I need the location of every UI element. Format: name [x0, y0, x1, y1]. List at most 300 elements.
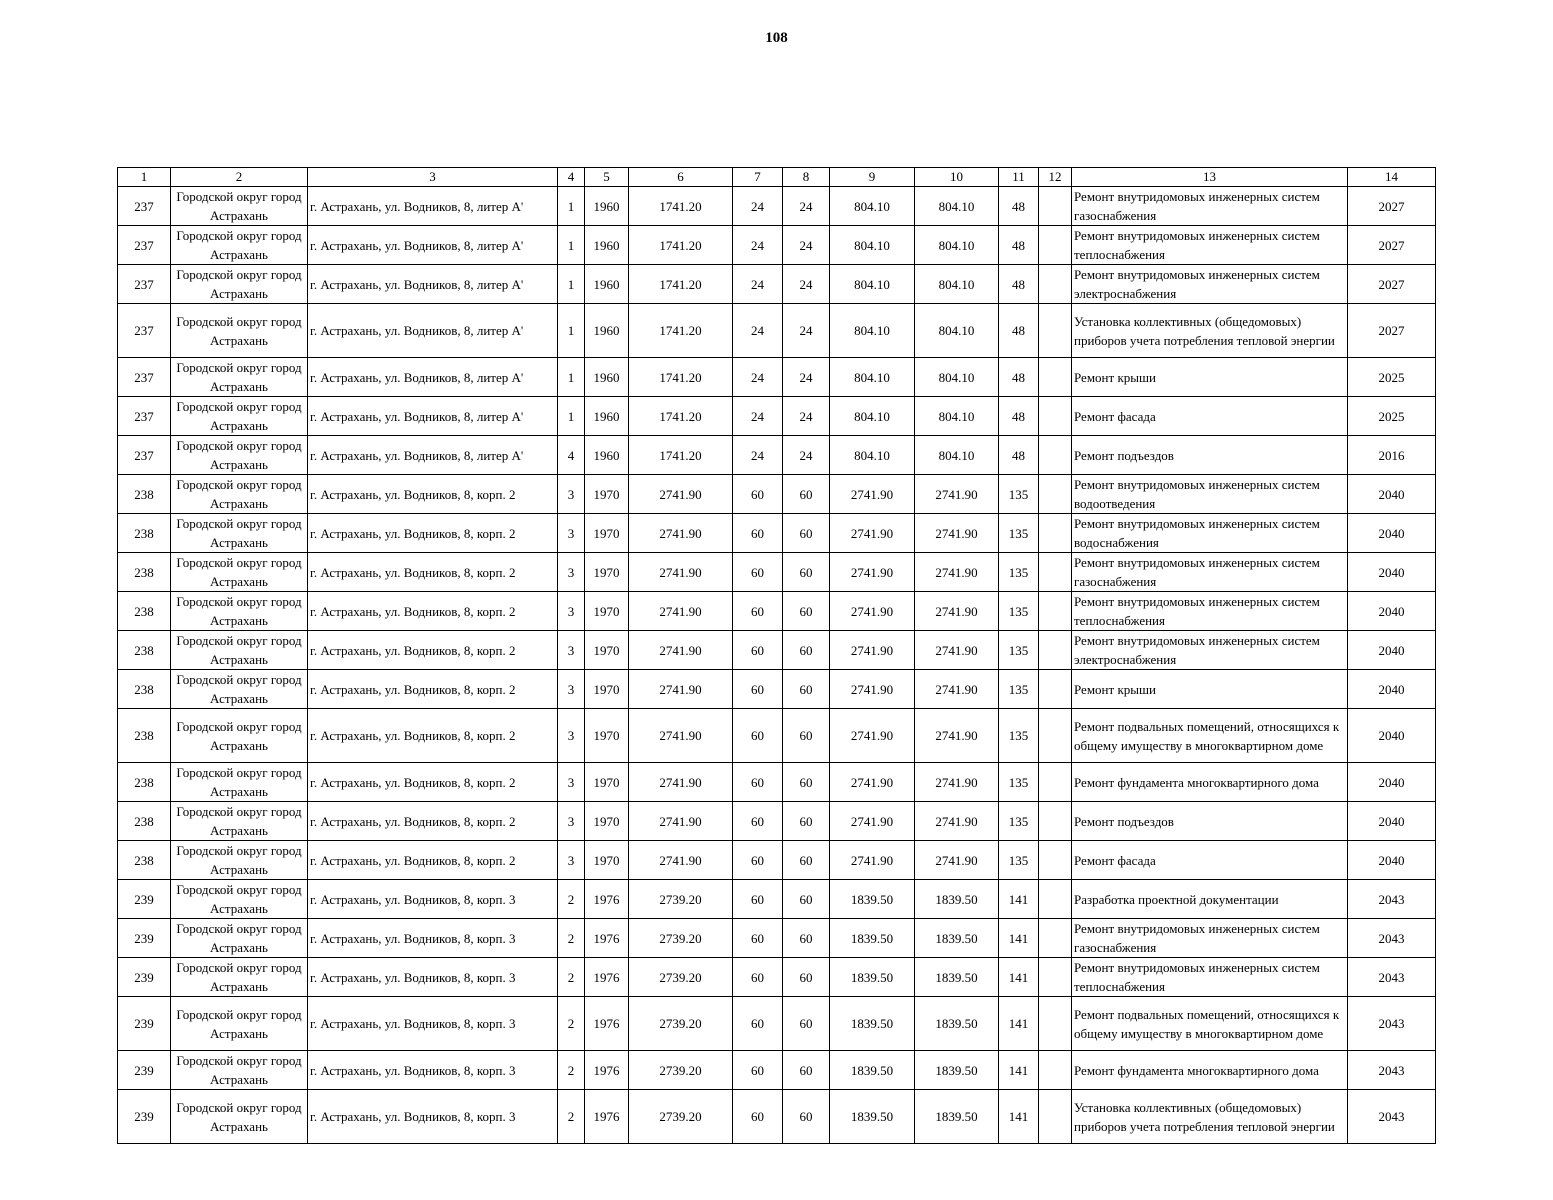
residents-cell: 135 [999, 670, 1039, 709]
planned-year-cell: 2040 [1348, 670, 1436, 709]
col12-cell [1039, 841, 1072, 880]
total-area-cell: 1741.20 [629, 187, 733, 226]
address-cell: г. Астрахань, ул. Водников, 8, корп. 2 [308, 631, 558, 670]
floors-cell: 3 [558, 670, 585, 709]
work-type-cell: Ремонт подъездов [1072, 802, 1348, 841]
col10-cell: 804.10 [915, 397, 999, 436]
col9-cell: 2741.90 [830, 553, 915, 592]
municipality-cell: Городской округ город Астрахань [171, 709, 308, 763]
municipality-cell: Городской округ город Астрахань [171, 1051, 308, 1090]
floors-cell: 3 [558, 553, 585, 592]
col8-cell: 60 [783, 919, 830, 958]
col12-cell [1039, 592, 1072, 631]
row-number-cell: 238 [118, 514, 171, 553]
municipality-cell: Городской округ город Астрахань [171, 304, 308, 358]
total-area-cell: 2741.90 [629, 841, 733, 880]
municipality-cell: Городской округ город Астрахань [171, 841, 308, 880]
floors-cell: 3 [558, 709, 585, 763]
row-number-cell: 239 [118, 1090, 171, 1144]
floors-cell: 1 [558, 358, 585, 397]
work-type-cell: Разработка проектной документации [1072, 880, 1348, 919]
col7-cell: 24 [733, 436, 783, 475]
row-number-cell: 238 [118, 592, 171, 631]
address-cell: г. Астрахань, ул. Водников, 8, корп. 2 [308, 709, 558, 763]
planned-year-cell: 2027 [1348, 226, 1436, 265]
col12-cell [1039, 709, 1072, 763]
residents-cell: 141 [999, 958, 1039, 997]
col7-cell: 60 [733, 1051, 783, 1090]
municipality-cell: Городской округ город Астрахань [171, 475, 308, 514]
total-area-cell: 2739.20 [629, 1051, 733, 1090]
total-area-cell: 1741.20 [629, 397, 733, 436]
build-year-cell: 1976 [585, 919, 629, 958]
total-area-cell: 2741.90 [629, 631, 733, 670]
total-area-cell: 1741.20 [629, 226, 733, 265]
row-number-cell: 238 [118, 631, 171, 670]
municipality-cell: Городской округ город Астрахань [171, 880, 308, 919]
col8-cell: 60 [783, 475, 830, 514]
table-row [118, 958, 1436, 997]
build-year-cell: 1970 [585, 670, 629, 709]
planned-year-cell: 2043 [1348, 958, 1436, 997]
residents-cell: 135 [999, 592, 1039, 631]
planned-year-cell: 2027 [1348, 187, 1436, 226]
table-row [118, 919, 1436, 958]
floors-cell: 3 [558, 631, 585, 670]
floors-cell: 1 [558, 265, 585, 304]
table-row [118, 358, 1436, 397]
col12-cell [1039, 436, 1072, 475]
work-type-cell: Ремонт фасада [1072, 841, 1348, 880]
address-cell: г. Астрахань, ул. Водников, 8, корп. 3 [308, 958, 558, 997]
total-area-cell: 2741.90 [629, 592, 733, 631]
col9-cell: 2741.90 [830, 514, 915, 553]
col7-cell: 60 [733, 1090, 783, 1144]
table-row [118, 475, 1436, 514]
total-area-cell: 2741.90 [629, 670, 733, 709]
residents-cell: 141 [999, 880, 1039, 919]
planned-year-cell: 2040 [1348, 763, 1436, 802]
work-type-cell: Ремонт внутридомовых инженерных систем водоснабжения [1072, 514, 1348, 553]
col10-cell: 2741.90 [915, 475, 999, 514]
col9-cell: 2741.90 [830, 475, 915, 514]
col9-cell: 1839.50 [830, 958, 915, 997]
planned-year-cell: 2040 [1348, 592, 1436, 631]
planned-year-cell: 2016 [1348, 436, 1436, 475]
total-area-cell: 2741.90 [629, 763, 733, 802]
col8-cell: 24 [783, 187, 830, 226]
col7-cell: 60 [733, 880, 783, 919]
planned-year-cell: 2040 [1348, 553, 1436, 592]
col9-cell: 2741.90 [830, 802, 915, 841]
work-type-cell: Ремонт внутридомовых инженерных систем газоснабжения [1072, 553, 1348, 592]
col12-cell [1039, 265, 1072, 304]
col7-cell: 60 [733, 763, 783, 802]
floors-cell: 2 [558, 880, 585, 919]
col-header: 7 [733, 168, 783, 187]
col10-cell: 2741.90 [915, 553, 999, 592]
col7-cell: 24 [733, 265, 783, 304]
col7-cell: 24 [733, 304, 783, 358]
residents-cell: 135 [999, 763, 1039, 802]
residents-cell: 141 [999, 1090, 1039, 1144]
row-number-cell: 237 [118, 397, 171, 436]
work-type-cell: Ремонт крыши [1072, 670, 1348, 709]
table-row [118, 880, 1436, 919]
col-header: 6 [629, 168, 733, 187]
col9-cell: 2741.90 [830, 709, 915, 763]
floors-cell: 3 [558, 514, 585, 553]
build-year-cell: 1970 [585, 475, 629, 514]
address-cell: г. Астрахань, ул. Водников, 8, корп. 2 [308, 763, 558, 802]
work-type-cell: Ремонт внутридомовых инженерных систем электроснабжения [1072, 265, 1348, 304]
col12-cell [1039, 358, 1072, 397]
floors-cell: 1 [558, 226, 585, 265]
row-number-cell: 239 [118, 880, 171, 919]
planned-year-cell: 2040 [1348, 841, 1436, 880]
col10-cell: 804.10 [915, 304, 999, 358]
col9-cell: 1839.50 [830, 1090, 915, 1144]
residents-cell: 48 [999, 397, 1039, 436]
total-area-cell: 2741.90 [629, 553, 733, 592]
col10-cell: 804.10 [915, 187, 999, 226]
col8-cell: 60 [783, 514, 830, 553]
address-cell: г. Астрахань, ул. Водников, 8, корп. 2 [308, 475, 558, 514]
col8-cell: 60 [783, 592, 830, 631]
residents-cell: 48 [999, 358, 1039, 397]
floors-cell: 2 [558, 1090, 585, 1144]
col12-cell [1039, 958, 1072, 997]
floors-cell: 2 [558, 997, 585, 1051]
col8-cell: 24 [783, 397, 830, 436]
work-type-cell: Ремонт фундамента многоквартирного дома [1072, 1051, 1348, 1090]
total-area-cell: 2739.20 [629, 958, 733, 997]
row-number-cell: 237 [118, 187, 171, 226]
build-year-cell: 1960 [585, 187, 629, 226]
address-cell: г. Астрахань, ул. Водников, 8, литер А' [308, 265, 558, 304]
address-cell: г. Астрахань, ул. Водников, 8, корп. 2 [308, 514, 558, 553]
row-number-cell: 238 [118, 670, 171, 709]
municipality-cell: Городской округ город Астрахань [171, 958, 308, 997]
page-number: 108 [765, 30, 788, 46]
build-year-cell: 1976 [585, 958, 629, 997]
work-type-cell: Ремонт фасада [1072, 397, 1348, 436]
col12-cell [1039, 997, 1072, 1051]
col10-cell: 1839.50 [915, 958, 999, 997]
col7-cell: 24 [733, 397, 783, 436]
planned-year-cell: 2043 [1348, 880, 1436, 919]
municipality-cell: Городской округ город Астрахань [171, 553, 308, 592]
work-type-cell: Ремонт подвальных помещений, относящихся к общему имуществу в многоквартирном доме [1072, 709, 1348, 763]
planned-year-cell: 2040 [1348, 631, 1436, 670]
address-cell: г. Астрахань, ул. Водников, 8, корп. 2 [308, 592, 558, 631]
build-year-cell: 1960 [585, 397, 629, 436]
col10-cell: 1839.50 [915, 1051, 999, 1090]
col-header: 9 [830, 168, 915, 187]
work-type-cell: Ремонт подъездов [1072, 436, 1348, 475]
col10-cell: 1839.50 [915, 919, 999, 958]
build-year-cell: 1960 [585, 358, 629, 397]
col10-cell: 1839.50 [915, 1090, 999, 1144]
table-row [118, 436, 1436, 475]
residents-cell: 48 [999, 226, 1039, 265]
total-area-cell: 2739.20 [629, 1090, 733, 1144]
col-header: 5 [585, 168, 629, 187]
municipality-cell: Городской округ город Астрахань [171, 592, 308, 631]
residents-cell: 48 [999, 265, 1039, 304]
work-type-cell: Ремонт внутридомовых инженерных систем газоснабжения [1072, 919, 1348, 958]
col10-cell: 804.10 [915, 226, 999, 265]
col12-cell [1039, 670, 1072, 709]
planned-year-cell: 2025 [1348, 397, 1436, 436]
col12-cell [1039, 919, 1072, 958]
municipality-cell: Городской округ город Астрахань [171, 919, 308, 958]
col10-cell: 2741.90 [915, 709, 999, 763]
build-year-cell: 1970 [585, 763, 629, 802]
work-type-cell: Ремонт внутридомовых инженерных систем газоснабжения [1072, 187, 1348, 226]
floors-cell: 1 [558, 304, 585, 358]
col10-cell: 1839.50 [915, 880, 999, 919]
col-header: 2 [171, 168, 308, 187]
table-row [118, 553, 1436, 592]
col8-cell: 24 [783, 436, 830, 475]
col8-cell: 60 [783, 553, 830, 592]
row-number-cell: 237 [118, 265, 171, 304]
col-header: 14 [1348, 168, 1436, 187]
work-type-cell: Ремонт подвальных помещений, относящихся к общему имуществу в многоквартирном доме [1072, 997, 1348, 1051]
col8-cell: 60 [783, 997, 830, 1051]
row-number-cell: 239 [118, 958, 171, 997]
address-cell: г. Астрахань, ул. Водников, 8, литер А' [308, 436, 558, 475]
col7-cell: 60 [733, 841, 783, 880]
table-row [118, 841, 1436, 880]
address-cell: г. Астрахань, ул. Водников, 8, корп. 3 [308, 997, 558, 1051]
address-cell: г. Астрахань, ул. Водников, 8, корп. 2 [308, 670, 558, 709]
col7-cell: 60 [733, 592, 783, 631]
build-year-cell: 1976 [585, 1090, 629, 1144]
address-cell: г. Астрахань, ул. Водников, 8, литер А' [308, 187, 558, 226]
build-year-cell: 1976 [585, 997, 629, 1051]
col7-cell: 60 [733, 919, 783, 958]
col7-cell: 60 [733, 553, 783, 592]
work-type-cell: Ремонт фундамента многоквартирного дома [1072, 763, 1348, 802]
work-type-cell: Установка коллективных (общедомовых) приборов учета потребления тепловой энергии [1072, 1090, 1348, 1144]
total-area-cell: 1741.20 [629, 436, 733, 475]
col7-cell: 60 [733, 475, 783, 514]
planned-year-cell: 2040 [1348, 709, 1436, 763]
col8-cell: 60 [783, 631, 830, 670]
col8-cell: 60 [783, 1051, 830, 1090]
planned-year-cell: 2027 [1348, 265, 1436, 304]
address-cell: г. Астрахань, ул. Водников, 8, литер А' [308, 304, 558, 358]
municipality-cell: Городской округ город Астрахань [171, 397, 308, 436]
table-row [118, 670, 1436, 709]
col10-cell: 2741.90 [915, 514, 999, 553]
address-cell: г. Астрахань, ул. Водников, 8, корп. 3 [308, 1090, 558, 1144]
work-type-cell: Ремонт внутридомовых инженерных систем электроснабжения [1072, 631, 1348, 670]
floors-cell: 3 [558, 802, 585, 841]
municipality-cell: Городской округ город Астрахань [171, 802, 308, 841]
col10-cell: 804.10 [915, 358, 999, 397]
col10-cell: 2741.90 [915, 670, 999, 709]
col8-cell: 60 [783, 841, 830, 880]
row-number-cell: 238 [118, 841, 171, 880]
work-type-cell: Установка коллективных (общедомовых) приборов учета потребления тепловой энергии [1072, 304, 1348, 358]
col10-cell: 2741.90 [915, 592, 999, 631]
address-cell: г. Астрахань, ул. Водников, 8, корп. 2 [308, 802, 558, 841]
column-number-row [118, 168, 1436, 187]
col12-cell [1039, 553, 1072, 592]
build-year-cell: 1960 [585, 304, 629, 358]
col7-cell: 24 [733, 226, 783, 265]
col9-cell: 804.10 [830, 358, 915, 397]
build-year-cell: 1970 [585, 631, 629, 670]
municipality-cell: Городской округ город Астрахань [171, 670, 308, 709]
residents-cell: 135 [999, 802, 1039, 841]
repair-program-table [117, 167, 1436, 1144]
col8-cell: 60 [783, 670, 830, 709]
col10-cell: 2741.90 [915, 763, 999, 802]
col12-cell [1039, 304, 1072, 358]
build-year-cell: 1976 [585, 880, 629, 919]
address-cell: г. Астрахань, ул. Водников, 8, литер А' [308, 226, 558, 265]
municipality-cell: Городской округ город Астрахань [171, 358, 308, 397]
planned-year-cell: 2043 [1348, 997, 1436, 1051]
col9-cell: 804.10 [830, 304, 915, 358]
col9-cell: 2741.90 [830, 763, 915, 802]
col12-cell [1039, 475, 1072, 514]
col7-cell: 60 [733, 631, 783, 670]
col12-cell [1039, 1051, 1072, 1090]
row-number-cell: 239 [118, 919, 171, 958]
row-number-cell: 239 [118, 997, 171, 1051]
col10-cell: 804.10 [915, 265, 999, 304]
residents-cell: 48 [999, 436, 1039, 475]
planned-year-cell: 2040 [1348, 475, 1436, 514]
table-row [118, 631, 1436, 670]
table-row [118, 187, 1436, 226]
col10-cell: 2741.90 [915, 631, 999, 670]
residents-cell: 135 [999, 553, 1039, 592]
col12-cell [1039, 514, 1072, 553]
municipality-cell: Городской округ город Астрахань [171, 631, 308, 670]
row-number-cell: 237 [118, 226, 171, 265]
col12-cell [1039, 187, 1072, 226]
col-header: 12 [1039, 168, 1072, 187]
floors-cell: 3 [558, 841, 585, 880]
work-type-cell: Ремонт внутридомовых инженерных систем теплоснабжения [1072, 592, 1348, 631]
table-row [118, 1051, 1436, 1090]
col9-cell: 1839.50 [830, 919, 915, 958]
col9-cell: 2741.90 [830, 670, 915, 709]
col10-cell: 804.10 [915, 436, 999, 475]
floors-cell: 2 [558, 1051, 585, 1090]
col9-cell: 1839.50 [830, 997, 915, 1051]
municipality-cell: Городской округ город Астрахань [171, 514, 308, 553]
residents-cell: 141 [999, 1051, 1039, 1090]
floors-cell: 2 [558, 919, 585, 958]
col10-cell: 1839.50 [915, 997, 999, 1051]
municipality-cell: Городской округ город Астрахань [171, 997, 308, 1051]
planned-year-cell: 2043 [1348, 919, 1436, 958]
floors-cell: 2 [558, 958, 585, 997]
build-year-cell: 1970 [585, 592, 629, 631]
table-row [118, 802, 1436, 841]
residents-cell: 135 [999, 631, 1039, 670]
table-row [118, 397, 1436, 436]
col7-cell: 60 [733, 802, 783, 841]
table-row [118, 1090, 1436, 1144]
total-area-cell: 1741.20 [629, 358, 733, 397]
residents-cell: 141 [999, 919, 1039, 958]
row-number-cell: 237 [118, 436, 171, 475]
address-cell: г. Астрахань, ул. Водников, 8, литер А' [308, 358, 558, 397]
address-cell: г. Астрахань, ул. Водников, 8, корп. 2 [308, 841, 558, 880]
municipality-cell: Городской округ город Астрахань [171, 187, 308, 226]
table-row [118, 592, 1436, 631]
municipality-cell: Городской округ город Астрахань [171, 763, 308, 802]
planned-year-cell: 2043 [1348, 1090, 1436, 1144]
col8-cell: 60 [783, 880, 830, 919]
build-year-cell: 1970 [585, 841, 629, 880]
planned-year-cell: 2040 [1348, 802, 1436, 841]
planned-year-cell: 2043 [1348, 1051, 1436, 1090]
floors-cell: 4 [558, 436, 585, 475]
floors-cell: 1 [558, 397, 585, 436]
col7-cell: 60 [733, 709, 783, 763]
total-area-cell: 2741.90 [629, 802, 733, 841]
col12-cell [1039, 763, 1072, 802]
address-cell: г. Астрахань, ул. Водников, 8, корп. 3 [308, 919, 558, 958]
planned-year-cell: 2027 [1348, 304, 1436, 358]
floors-cell: 3 [558, 763, 585, 802]
col7-cell: 24 [733, 358, 783, 397]
col8-cell: 60 [783, 1090, 830, 1144]
col9-cell: 804.10 [830, 397, 915, 436]
total-area-cell: 2739.20 [629, 997, 733, 1051]
table-row [118, 763, 1436, 802]
total-area-cell: 1741.20 [629, 265, 733, 304]
row-number-cell: 238 [118, 709, 171, 763]
col7-cell: 60 [733, 670, 783, 709]
row-number-cell: 237 [118, 304, 171, 358]
residents-cell: 141 [999, 997, 1039, 1051]
col7-cell: 24 [733, 187, 783, 226]
col9-cell: 1839.50 [830, 1051, 915, 1090]
col8-cell: 24 [783, 304, 830, 358]
residents-cell: 135 [999, 514, 1039, 553]
col9-cell: 2741.90 [830, 631, 915, 670]
col12-cell [1039, 880, 1072, 919]
col12-cell [1039, 631, 1072, 670]
row-number-cell: 238 [118, 802, 171, 841]
row-number-cell: 238 [118, 763, 171, 802]
col8-cell: 24 [783, 226, 830, 265]
col8-cell: 60 [783, 763, 830, 802]
col12-cell [1039, 1090, 1072, 1144]
col-header: 4 [558, 168, 585, 187]
col8-cell: 60 [783, 709, 830, 763]
col-header: 10 [915, 168, 999, 187]
build-year-cell: 1970 [585, 553, 629, 592]
table-row [118, 709, 1436, 763]
municipality-cell: Городской округ город Астрахань [171, 1090, 308, 1144]
col-header: 3 [308, 168, 558, 187]
work-type-cell: Ремонт внутридомовых инженерных систем теплоснабжения [1072, 958, 1348, 997]
row-number-cell: 237 [118, 358, 171, 397]
build-year-cell: 1976 [585, 1051, 629, 1090]
planned-year-cell: 2040 [1348, 514, 1436, 553]
